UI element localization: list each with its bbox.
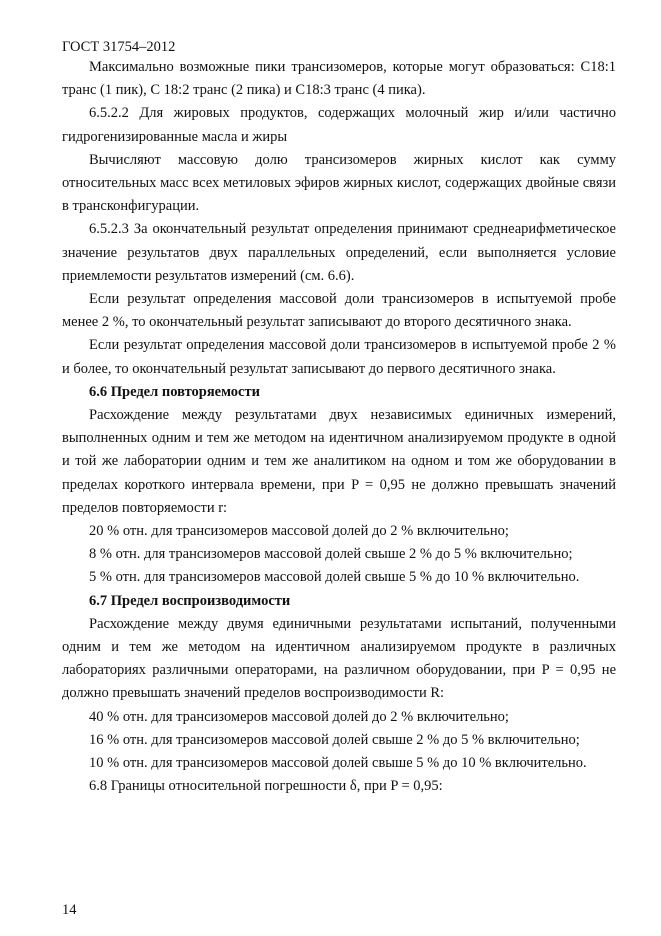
- heading-6-7: 6.7 Предел воспроизводимости: [89, 592, 291, 609]
- heading-6-6: 6.6 Предел повторяемости: [89, 383, 260, 400]
- paragraph-2-and-more: Если результат определения массовой доли трансизомеров в испытуемой пробе 2 % и более, то окончательный результат записывают до первого десятичного знака.: [62, 337, 616, 377]
- paragraph-6-5-2-2: 6.5.2.2 Для жировых продуктов, содержащих молочный жир и/или частично гидрогенизированные масла и жиры: [62, 105, 616, 145]
- list-item-repeat-3: 5 % отн. для трансизомеров массовой долей свыше 5 % до 10 % включительно.: [89, 569, 580, 586]
- paragraph-6-8: 6.8 Границы относительной погрешности δ, при P = 0,95:: [89, 778, 443, 795]
- paragraph-reproducibility: Расхождение между двумя единичными результатами испытаний, полученными одним и тем же методом на идентичном анализируемом продукте в различных лабораториях различными операторами, на различном оборудовании, при P = 0,95 не должно превышать значений пределов воспроизводимости R:: [62, 615, 616, 702]
- document-code-header: ГОСТ 31754–2012: [62, 39, 176, 55]
- document-body: [62, 56, 616, 799]
- paragraph-calculation: Вычисляют массовую долю трансизомеров жирных кислот как сумму относительных масс всех метиловых эфиров жирных кислот, содержащих двойные связи в трансконфигурации.: [62, 151, 616, 215]
- list-item-repro-3: 10 % отн. для трансизомеров массовой долей свыше 5 % до 10 % включительно.: [89, 755, 587, 772]
- list-item-repeat-2: 8 % отн. для трансизомеров массовой долей свыше 2 % до 5 % включительно;: [89, 546, 573, 563]
- paragraph-trans-peaks: Максимально возможные пики трансизомеров, которые могут образоваться: С18:1 транс (1 пик), С 18:2 транс (2 пика) и С18:3 транс (4 пика).: [62, 59, 616, 99]
- list-item-repro-1: 40 % отн. для трансизомеров массовой долей до 2 % включительно;: [89, 708, 509, 725]
- list-item-repro-2: 16 % отн. для трансизомеров массовой долей свыше 2 % до 5 % включительно;: [89, 731, 580, 748]
- paragraph-repeatability: Расхождение между результатами двух независимых единичных измерений, выполненных одним и тем же методом на идентичном анализируемом продукте в одной и той же лаборатории одним и тем же аналитиком на одном и том же оборудовании в пределах короткого интервала времени, при P = 0,95 не должно превышать значений пределов повторяемости r:: [62, 407, 616, 516]
- paragraph-less-than-2: Если результат определения массовой доли трансизомеров в испытуемой пробе менее 2 %, то окончательный результат записывают до второго десятичного знака.: [62, 291, 616, 331]
- page-number: 14: [62, 902, 77, 918]
- list-item-repeat-1: 20 % отн. для трансизомеров массовой долей до 2 % включительно;: [89, 523, 509, 540]
- paragraph-6-5-2-3: 6.5.2.3 За окончательный результат определения принимают среднеарифметическое значение результатов двух параллельных определений, если выполняется условие приемлемости результатов измерений (см. 6.6).: [62, 221, 616, 284]
